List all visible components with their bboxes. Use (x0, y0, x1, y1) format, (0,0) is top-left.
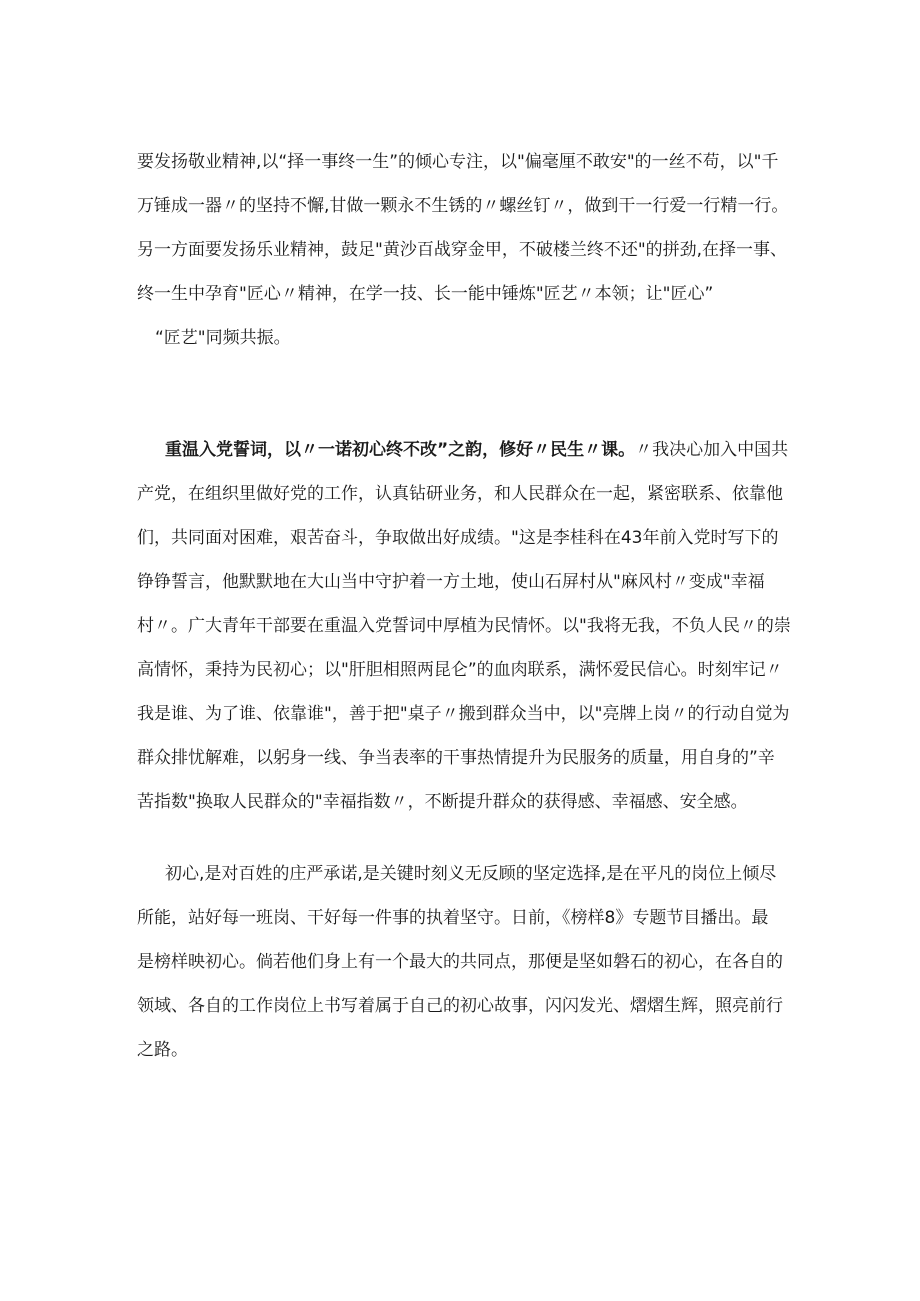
text-line: 苦指数"换取人民群众的"幸福指数〃，不断提升群众的获得感、幸福感、安全感。 (137, 792, 748, 812)
text-line: 产党，在组织里做好党的工作，认真钻研业务，和人民群众在一起，紧密联系、依靠他 (137, 484, 783, 504)
paragraph-original-aspiration (137, 852, 797, 1072)
paragraph-craftsmanship (137, 140, 797, 360)
paragraph-heading: 重温入党誓词，以〃一诺初心终不改”之韵，修好〃民生〃课。 (165, 440, 636, 460)
text-line: 要发扬敬业精神,以“择一事终一生”的倾心专注，以"偏毫厘不敢安"的一丝不苟，以"千 (137, 152, 779, 172)
text-line: 所能，站好每一班岗、干好每一件事的执着坚守。日前，《榜样8》专题节目播出。最 (137, 908, 769, 928)
text-line: 是榜样映初心。倘若他们身上有一个最大的共同点，那便是坚如磐石的初心，在各自的 (137, 952, 783, 972)
text-line: 村〃。广大青年干部要在重温入党誓词中厚植为民情怀。以"我将无我，不负人民〃的崇 (137, 616, 791, 636)
text-line: 们，共同面对困难，艰苦奋斗，争取做出好成绩。"这是李桂科在43年前入党时写下的 (137, 528, 779, 548)
paragraph-party-oath (137, 428, 797, 824)
text-line: 万锤成一器〃的坚持不懈,甘做一颗永不生锈的〃螺丝钉〃，做到干一行爱一行精一行。 (137, 196, 789, 216)
text-line: 群众排忧解难，以躬身一线、争当表率的干事热情提升为民服务的质量，用自身的”辛 (137, 748, 775, 768)
text-line (137, 428, 797, 472)
text-line: 终一生中孕育"匠心〃精神，在学一技、长一能中锤炼"匠艺〃本领；让"匠心” (137, 284, 714, 304)
text-line: “匠艺"同频共振。 (155, 328, 291, 348)
text-line: 另一方面要发扬乐业精神，鼓足"黄沙百战穿金甲，不破楼兰终不还"的拼劲,在择一事、 (137, 240, 788, 260)
text-line: 领域、各自的工作岗位上书写着属于自己的初心故事，闪闪发光、熠熠生辉，照亮前行 (137, 996, 783, 1016)
text-line: 我是谁、为了谁、依靠谁"，善于把"桌子〃搬到群众当中，以"亮牌上岗〃的行动自觉为 (137, 704, 790, 724)
text-line: 铮铮誓言，他默默地在大山当中守护着一方土地，使山石屏村从"麻风村〃变成"幸福 (137, 572, 765, 592)
text-line: 之路。 (137, 1040, 188, 1060)
text-run: 〃我决心加入中国共 (635, 440, 789, 460)
text-line: 高情怀，秉持为民初心；以"肝胆相照两昆仑”的血肉联系，满怀爱民信心。时刻牢记〃 (137, 660, 783, 680)
text-line: 初心,是对百姓的庄严承诺,是关键时刻义无反顾的坚定选择,是在平凡的岗位上倾尽 (165, 864, 777, 884)
